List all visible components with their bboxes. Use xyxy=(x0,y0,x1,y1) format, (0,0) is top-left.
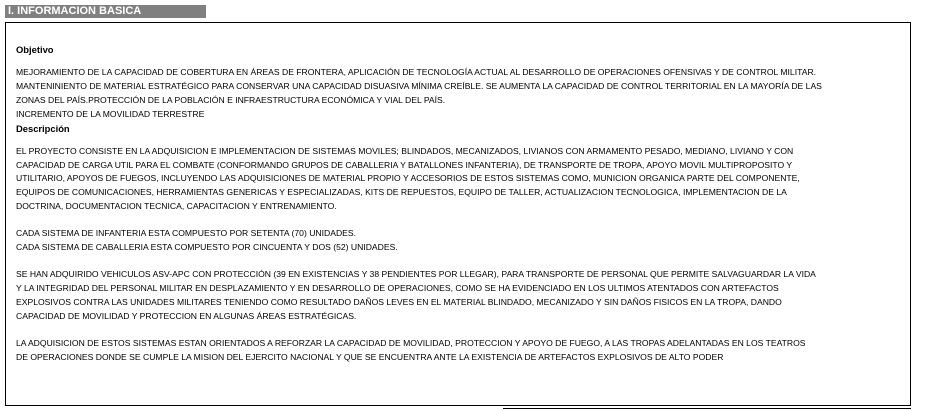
objetivo-title: Objetivo xyxy=(16,44,54,55)
section-header: I. INFORMACION BASICA xyxy=(5,5,206,18)
objetivo-line: MEJORAMIENTO DE LA CAPACIDAD DE COBERTURA EN ÁREAS DE FRONTERA, APLICACIÓN DE TECNOLOGÍA ACTUAL AL DESARROLLO DE OPERACIONES OFENSIVAS Y DE CONTROL MILITAR. xyxy=(16,67,817,77)
descripcion-p1-line: CAPACIDAD DE CARGA UTIL PARA EL COMBATE (CONFORMANDO GRUPOS DE CABALLERIA Y BATALLONES INFANTERIA), DE TRANSPORTE DE TROPA, APOYO MOVIL MULTIPROPOSITO Y xyxy=(16,159,793,170)
objetivo-line: INCREMENTO DE LA MOVILIDAD TERRESTRE xyxy=(16,108,205,119)
descripcion-p1-line: EQUIPOS DE COMUNICACIONES, HERRAMIENTAS GENERICAS Y ESPECIALIZADAS, KITS DE REPUESTOS, EQUIPO DE TALLER, ACTUALIZACION TECNOLOGICA, IMPLEMENTACION DE LA xyxy=(16,187,787,198)
descripcion-p2-line: CADA SISTEMA DE CABALLERIA ESTA COMPUESTO POR CINCUENTA Y DOS (52) UNIDADES. xyxy=(16,242,398,253)
descripcion-p1-line: EL PROYECTO CONSISTE EN LA ADQUISICION E IMPLEMENTACION DE SISTEMAS MOVILES; BLINDADOS, MECANIZADOS, LIVIANOS CON ARMAMENTO PESADO, MEDIANO, LIVIANO Y CON xyxy=(16,145,794,156)
descripcion-p1-line: DOCTRINA, DOCUMENTACION TECNICA, CAPACITACION Y ENTRENAMIENTO. xyxy=(16,201,337,212)
descripcion-p3-line: EXPLOSIVOS CONTRA LAS UNIDADES MILITARES TENIENDO COMO RESULTADO DAÑOS LEVES EN EL MATERIAL BLINDADO, MECANIZADO Y SIN DAÑOS FISICOS EN LA TROPA, DANDO xyxy=(16,296,782,307)
document-body xyxy=(16,43,902,364)
bottom-divider xyxy=(503,408,911,409)
objetivo-line: ZONAS DEL PAÍS.PROTECCIÓN DE LA POBLACIÓN E INFRAESTRUCTURA ECONÓMICA Y VIAL DEL PAÍS. xyxy=(16,94,446,105)
descripcion-p3-line: Y LA INTEGRIDAD DEL PERSONAL MILITAR EN DESPLAZAMIENTO Y EN DESARROLLO DE OPERACIONES, COMO SE HA EVIDENCIADO EN LOS ULTIMOS ATENTADOS CON ARTEFACTOS xyxy=(16,282,779,293)
descripcion-p4-line: LA ADQUISICION DE ESTOS SISTEMAS ESTAN ORIENTADOS A REFORZAR LA CAPACIDAD DE MOVILIDAD, PROTECCION Y APOYO DE FUEGO, A LAS TROPAS ADELANTADAS EN LOS TEATROS xyxy=(16,337,806,348)
descripcion-p2-line: CADA SISTEMA DE INFANTERIA ESTA COMPUESTO POR SETENTA (70) UNIDADES. xyxy=(16,228,356,239)
descripcion-title: Descripción xyxy=(16,122,70,134)
objetivo-line: MANTENINIENTO DE MATERIAL ESTRATÉGICO PARA CONSERVAR UNA CAPACIDAD DISUASIVA MÍNIMA CREÍBLE. SE AUMENTA LA CAPACIDAD DE CONTROL TERRITORIAL EN LA MAYORÍA DE LAS xyxy=(16,80,822,91)
descripcion-p3-line: SE HAN ADQUIRIDO VEHICULOS ASV-APC CON PROTECCIÓN (39 EN EXISTENCIAS Y 38 PENDIENTES POR LLEGAR), PARA TRANSPORTE DE PERSONAL QUE PERMITE SALVAGUARDAR LA VIDA xyxy=(16,268,816,279)
descripcion-p3-line: CAPACIDAD DE MOVILIDAD Y PROTECCION EN ALGUNAS ÁREAS ESTRATÉGICAS. xyxy=(16,310,357,321)
descripcion-p1-line: UTILITARIO, APOYOS DE FUEGOS, INCLUYENDO LAS ADQUISICIONES DE MATERIAL PROPIO Y ACCESORIOS DE ESTOS SISTEMAS COMO, MUNICION ORGANICA PARTE DEL COMPONENTE, xyxy=(16,173,800,184)
descripcion-p4-line: DE OPERACIONES DONDE SE CUMPLE LA MISION DEL EJERCITO NACIONAL Y QUE SE ENCUENTRA ANTE LA EXISTENCIA DE ARTEFACTOS EXPLOSIVOS DE ALTO PODER xyxy=(16,351,724,362)
